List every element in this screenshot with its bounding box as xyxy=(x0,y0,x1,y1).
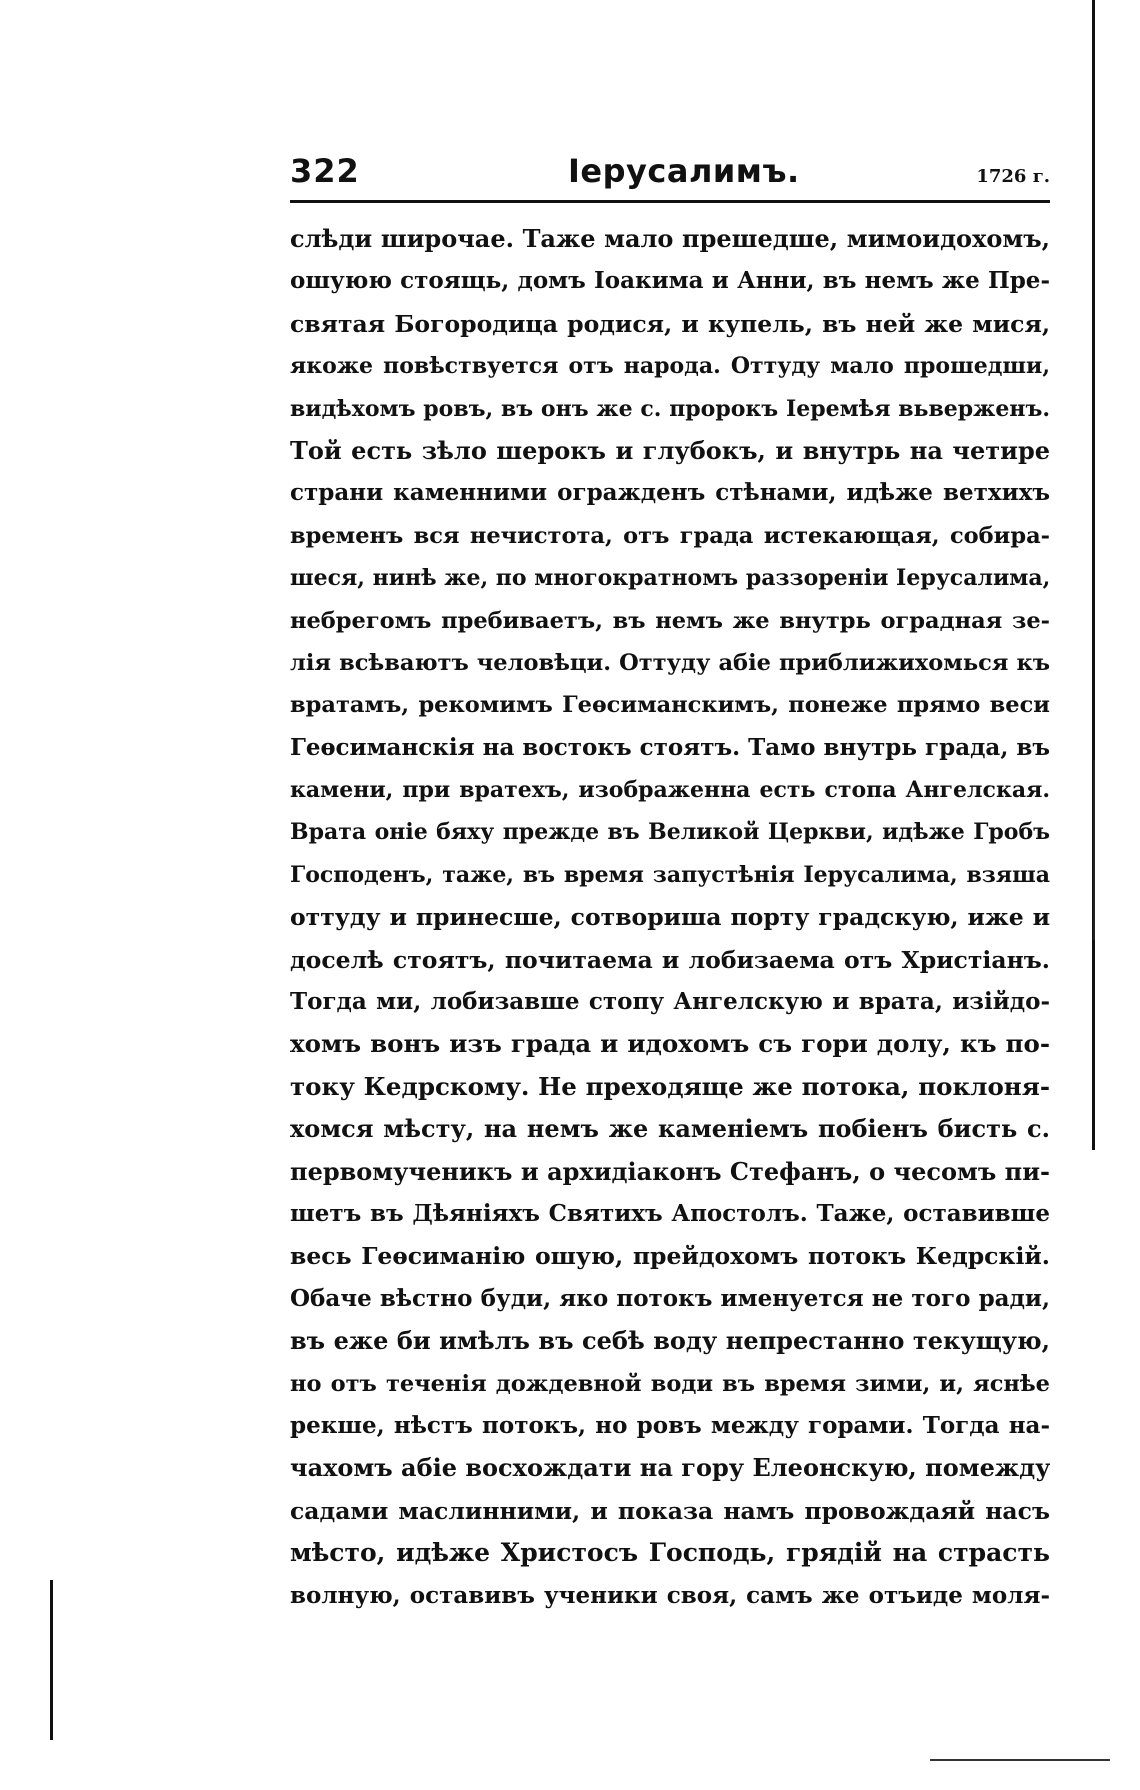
page-number: 322 xyxy=(290,152,360,190)
text-line: Той есть зѣло шерокъ и глубокъ, и внутрь на четире xyxy=(290,435,1050,465)
text-line: небрегомъ пребиваетъ, въ немъ же внутрь оградная зе- xyxy=(290,607,1050,634)
text-line: Обаче вѣстно буди, яко потокъ именуется не того ради, xyxy=(290,1284,1050,1312)
text-line: весь Геѳсиманію ошую, прейдохомъ потокъ Кедрскій. xyxy=(290,1242,1050,1271)
body-text xyxy=(290,218,1050,1617)
text-line: чахомъ абіе восхождати на гору Елеонскую, помежду xyxy=(290,1453,1050,1483)
text-line: якоже повѣствуется отъ народа. Оттуду мало прошедши, xyxy=(290,353,1050,380)
text-line: святая Богородица родися, и купель, въ ней же мися, xyxy=(290,309,1050,338)
text-line: страни каменними огражденъ стѣнами, идѣже ветхихъ xyxy=(290,479,1050,507)
text-line: шетъ въ Дѣяніяхъ Святихъ Апостолъ. Таже, оставивше xyxy=(290,1199,1050,1227)
text-line: Господенъ, таже, въ время запустѣнія Іерусалима, взяша xyxy=(290,861,1050,888)
scan-edge-line-left xyxy=(50,1580,53,1740)
text-line: хомся мѣсту, на немъ же каменіемъ побіенъ бисть с. xyxy=(290,1114,1050,1144)
text-line: видѣхомъ ровъ, въ онъ же с. пророкъ Іеремѣя вьверженъ. xyxy=(290,395,1050,422)
text-line: садами маслинними, и показа намъ провождаяй насъ xyxy=(290,1496,1050,1525)
text-line: шеся, нинѣ же, по многократномъ раззореніи Іерусалима, xyxy=(290,565,1050,592)
text-line: мѣсто, идѣже Христосъ Господь, грядій на страсть xyxy=(290,1538,1050,1568)
text-line: волную, оставивъ ученики своя, самъ же отъиде моля- xyxy=(290,1581,1050,1609)
text-line: Тогда ми, лобизавше стопу Ангелскую и врата, изійдо- xyxy=(290,988,1050,1016)
header-rule xyxy=(290,200,1050,203)
text-line: Геѳсиманскія на востокъ стоятъ. Тамо внутрь града, въ xyxy=(290,733,1050,761)
text-line: ошуюю стоящь, домъ Іоакима и Анни, въ немъ же Пре- xyxy=(290,267,1050,295)
text-line: рекше, нѣстъ потокъ, но ровъ между горами. Тогда на- xyxy=(290,1411,1050,1439)
scan-edge-shadow-right xyxy=(1093,760,1095,940)
text-line: току Кедрскому. Не преходяще же потока, поклоня- xyxy=(290,1071,1050,1101)
text-line: въ еже би имѣлъ въ себѣ воду непрестанно текущую, xyxy=(290,1326,1050,1356)
text-line: камени, при вратехъ, изображенна есть стопа Ангелская. xyxy=(290,777,1050,804)
text-line: доселѣ стоятъ, почитаема и лобизаема отъ Христіанъ. xyxy=(290,945,1050,974)
text-line: первомученикъ и архидіаконъ Стефанъ, о чесомъ пи- xyxy=(290,1156,1050,1186)
text-line: временъ вся нечистота, отъ града истекающая, собира- xyxy=(290,522,1050,549)
text-line: но отъ теченія дождевной води въ время зими, и, яснѣе xyxy=(290,1370,1050,1397)
scan-edge-line-right xyxy=(1092,0,1095,1150)
text-line: лія всѣваютъ человѣци. Оттуду абіе приближихомься къ xyxy=(290,649,1050,676)
text-line: оттуду и принесше, сотвориша порту градскую, иже и xyxy=(290,903,1050,932)
text-line: слѣди широчае. Таже мало прешедше, мимоидохомъ, xyxy=(290,224,1050,253)
scan-edge-line-bottom xyxy=(930,1759,1110,1761)
text-line: вратамъ, рекомимъ Геѳсиманскимъ, понеже прямо веси xyxy=(290,692,1050,719)
page-header xyxy=(290,148,1050,204)
text-line: хомъ вонъ изъ града и идохомъ съ гори долу, къ по- xyxy=(290,1029,1050,1059)
running-title: Іерусалимъ. xyxy=(568,152,800,190)
year-marker: 1726 г. xyxy=(976,166,1050,187)
text-line: Врата оніе бяху прежде въ Великой Церкви, идѣже Гробъ xyxy=(290,819,1050,846)
